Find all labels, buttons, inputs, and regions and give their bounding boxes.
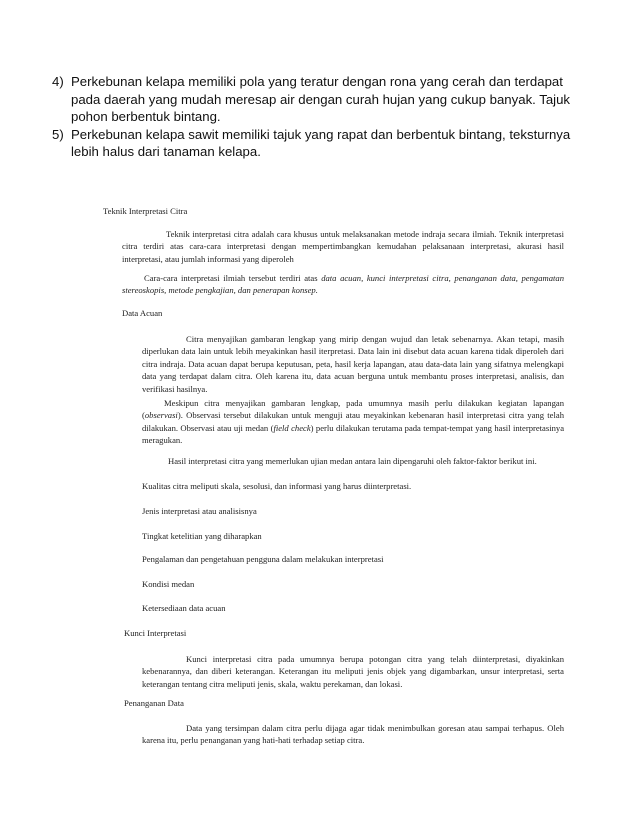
- list-item-number: 4): [52, 74, 64, 89]
- factor-item: Pengalaman dan pengetahuan pengguna dalam melakukan interpretasi: [142, 554, 384, 564]
- intro-paragraph: Teknik interpretasi citra adalah cara khusus untuk melaksanakan metode indraja secara ilmiah. Teknik interpretasi citra terdiri atas cara-cara interpretasi dengan mempertimbangkan kemudahan pelaksanaan interpretasi, akurasi hasil interpretasi, atau jumlah informasi yang diperoleh: [122, 229, 564, 264]
- term-field-check: field check: [273, 422, 311, 433]
- list-item: [52, 126, 582, 161]
- list-item-text: Perkebunan kelapa sawit memiliki tajuk yang rapat dan berbentuk bintang, teksturnya lebih halus dari tanaman kelapa.: [71, 126, 571, 160]
- kunci-interpretasi-paragraph: Kunci interpretasi citra pada umumnya berupa potongan citra yang telah diinterpretasi, diyakinkan kebenarannya, dan diberi keterangan. Keterangan itu meliputi jenis objek yang digambarkan, unsur interpretasi, serta keterangan tentang citra meliputi jenis, skala, waktu perekaman, dan lokasi.: [142, 654, 564, 689]
- section-title: Teknik Interpretasi Citra: [103, 206, 188, 216]
- paragraph-text: Meskipun citra menyajikan gambaran lengkap, pada umumnya masih perlu dilakukan kegiatan lapangan (: [142, 398, 564, 421]
- data-acuan-paragraph-3: Hasil interpretasi citra yang memerlukan ujian medan antara lain dipengaruhi oleh faktor-faktor berikut ini.: [168, 456, 537, 466]
- methods-paragraph: [122, 272, 564, 297]
- penanganan-data-paragraph: Data yang tersimpan dalam citra perlu dijaga agar tidak menimbulkan goresan atau sampai terhapus. Oleh karena itu, perlu penanganan yang hati-hati terhadap setiap citra.: [142, 723, 564, 746]
- factor-item: Kondisi medan: [142, 579, 195, 589]
- factor-item: Kualitas citra meliputi skala, sesolusi, dan informasi yang harus diinterpretasi.: [142, 481, 412, 491]
- paragraph-text: ) perlu dilakukan terutama pada tempat-tempat yang hasil interpretasinya meragukan.: [142, 422, 565, 446]
- methods-list: data acuan, kunci interpretasi citra, penanganan data, pengamatan stereoskopis, metode pengkajian, dan penerapan konsep.: [122, 273, 564, 296]
- list-item-number: 5): [52, 126, 64, 142]
- heading-penanganan-data: Penanganan Data: [124, 698, 184, 708]
- term-observasi: observasi: [144, 410, 178, 421]
- heading-kunci-interpretasi: Kunci Interpretasi: [124, 628, 187, 638]
- factor-item: Tingkat ketelitian yang diharapkan: [142, 531, 262, 541]
- top-numbered-list: [52, 73, 582, 161]
- list-item: [52, 73, 582, 126]
- factor-item: Jenis interpretasi atau analisisnya: [142, 506, 257, 516]
- list-item-text: Perkebunan kelapa memiliki pola yang teratur dengan rona yang cerah dan terdapat pada daerah yang mudah meresap air dengan curah hujan yang cukup banyak. Tajuk pohon berbentuk bintang.: [71, 74, 571, 125]
- factor-item: Ketersediaan data acuan: [142, 603, 226, 613]
- methods-lead: Cara-cara interpretasi ilmiah tersebut terdiri atas: [144, 273, 318, 283]
- heading-data-acuan: Data Acuan: [122, 308, 163, 318]
- data-acuan-paragraph-2: [142, 397, 564, 447]
- data-acuan-paragraph-1: Citra menyajikan gambaran lengkap yang mirip dengan wujud dan letak sebenarnya. Akan tetapi, masih diperlukan data lain untuk lebih meyakinkan hasil iterpretasi. Data lain ini disebut data acuan karena tidak diperoleh dari citra indraja. Data acuan dapat berupa keputusan, peta, hasil kerja lapangan, atau data-data lain yang sifatnya melengkapi data yang terdapat dalam citra. Oleh karena itu, data acuan berguna untuk membantu proses interpretasi, analisis, dan verifikasi hasilnya.: [142, 334, 564, 394]
- paragraph-text: ). Observasi tersebut dilakukan untuk menguji atau meyakinkan kebenaran hasil interpretasi citra yang telah dilakukan. Observasi atau uji medan (: [142, 410, 564, 433]
